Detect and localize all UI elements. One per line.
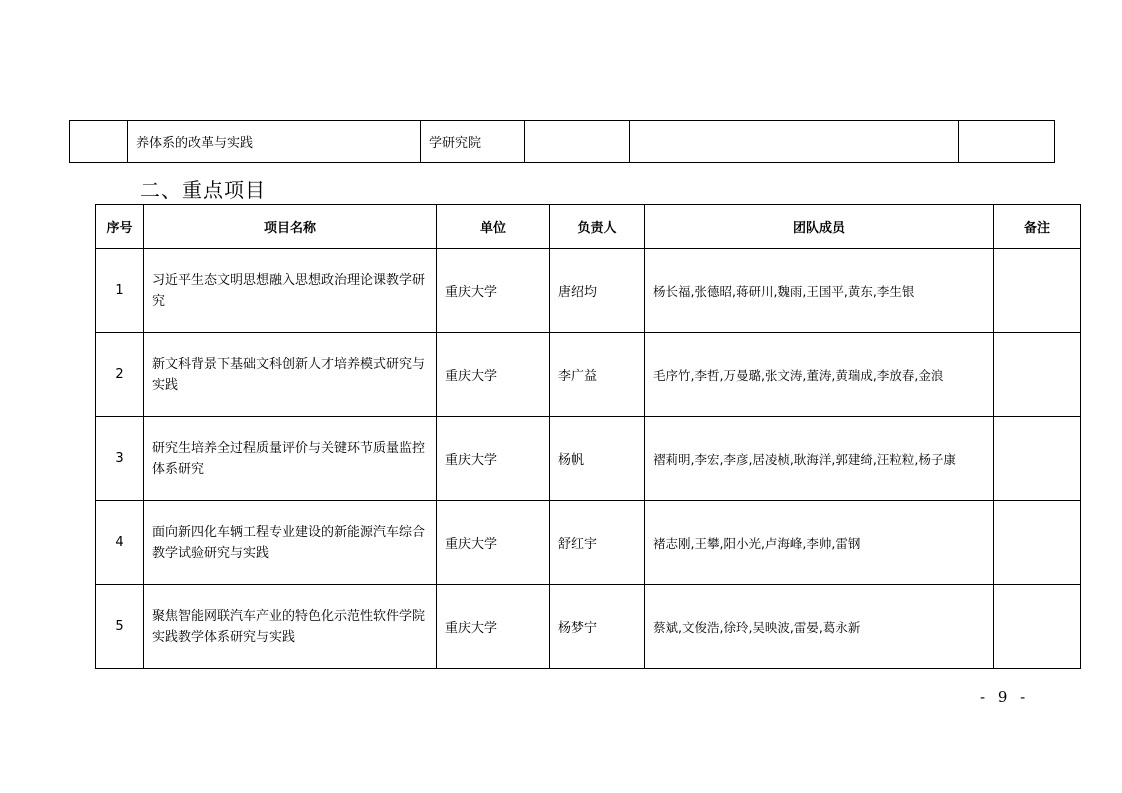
remark-cell bbox=[959, 121, 1055, 163]
remark-cell bbox=[994, 417, 1081, 501]
seq-cell: 5 bbox=[96, 585, 144, 669]
page-number: - 9 - bbox=[980, 688, 1030, 706]
seq-cell: 4 bbox=[96, 501, 144, 585]
header-remark: 备注 bbox=[994, 205, 1081, 249]
team-cell: 褶莉明,李宏,李彦,居凌桢,耿海洋,郭建绮,汪粒粒,杨子康 bbox=[645, 417, 994, 501]
header-leader: 负责人 bbox=[550, 205, 645, 249]
remark-cell bbox=[994, 333, 1081, 417]
team-cell: 杨长福,张德昭,蒋研川,魏雨,王国平,黄东,李生银 bbox=[645, 249, 994, 333]
remark-cell bbox=[994, 501, 1081, 585]
leader-cell: 唐绍均 bbox=[550, 249, 645, 333]
unit-cell: 重庆大学 bbox=[437, 585, 550, 669]
table-header-row bbox=[96, 205, 1081, 249]
project-name-cell: 研究生培养全过程质量评价与关键环节质量监控体系研究 bbox=[144, 417, 437, 501]
header-team: 团队成员 bbox=[645, 205, 994, 249]
table-row bbox=[70, 121, 1055, 163]
team-cell: 蔡斌,文俊浩,徐玲,吴映波,雷晏,葛永新 bbox=[645, 585, 994, 669]
seq-cell: 1 bbox=[96, 249, 144, 333]
table-row bbox=[96, 585, 1081, 669]
unit-cell: 重庆大学 bbox=[437, 333, 550, 417]
header-unit: 单位 bbox=[437, 205, 550, 249]
unit-cell: 学研究院 bbox=[421, 121, 525, 163]
team-cell: 毛序竹,李哲,万曼璐,张文涛,董涛,黄瑞成,李放春,金浪 bbox=[645, 333, 994, 417]
leader-cell: 舒红宇 bbox=[550, 501, 645, 585]
project-name-cell: 面向新四化车辆工程专业建设的新能源汽车综合教学试验研究与实践 bbox=[144, 501, 437, 585]
remark-cell bbox=[994, 585, 1081, 669]
unit-cell: 重庆大学 bbox=[437, 501, 550, 585]
table-row bbox=[96, 417, 1081, 501]
unit-cell: 重庆大学 bbox=[437, 417, 550, 501]
leader-cell bbox=[525, 121, 630, 163]
unit-cell: 重庆大学 bbox=[437, 249, 550, 333]
leader-cell: 李广益 bbox=[550, 333, 645, 417]
project-name-cell: 聚焦智能网联汽车产业的特色化示范性软件学院实践教学体系研究与实践 bbox=[144, 585, 437, 669]
team-cell: 褚志刚,王攀,阳小光,卢海峰,李帅,雷钢 bbox=[645, 501, 994, 585]
seq-cell: 3 bbox=[96, 417, 144, 501]
seq-cell bbox=[70, 121, 128, 163]
key-projects-table bbox=[95, 204, 1081, 669]
section-heading: 二、重点项目 bbox=[140, 178, 266, 202]
leader-cell: 杨帆 bbox=[550, 417, 645, 501]
remark-cell bbox=[994, 249, 1081, 333]
table-row bbox=[96, 333, 1081, 417]
project-name-cell: 习近平生态文明思想融入思想政治理论课教学研究 bbox=[144, 249, 437, 333]
table-row bbox=[96, 501, 1081, 585]
table-row bbox=[96, 249, 1081, 333]
leader-cell: 杨梦宁 bbox=[550, 585, 645, 669]
continuation-table bbox=[69, 120, 1055, 163]
project-name-cell: 新文科背景下基础文科创新人才培养模式研究与实践 bbox=[144, 333, 437, 417]
project-name-cell: 养体系的改革与实践 bbox=[128, 121, 421, 163]
header-seq: 序号 bbox=[96, 205, 144, 249]
team-cell bbox=[630, 121, 959, 163]
header-name: 项目名称 bbox=[144, 205, 437, 249]
seq-cell: 2 bbox=[96, 333, 144, 417]
